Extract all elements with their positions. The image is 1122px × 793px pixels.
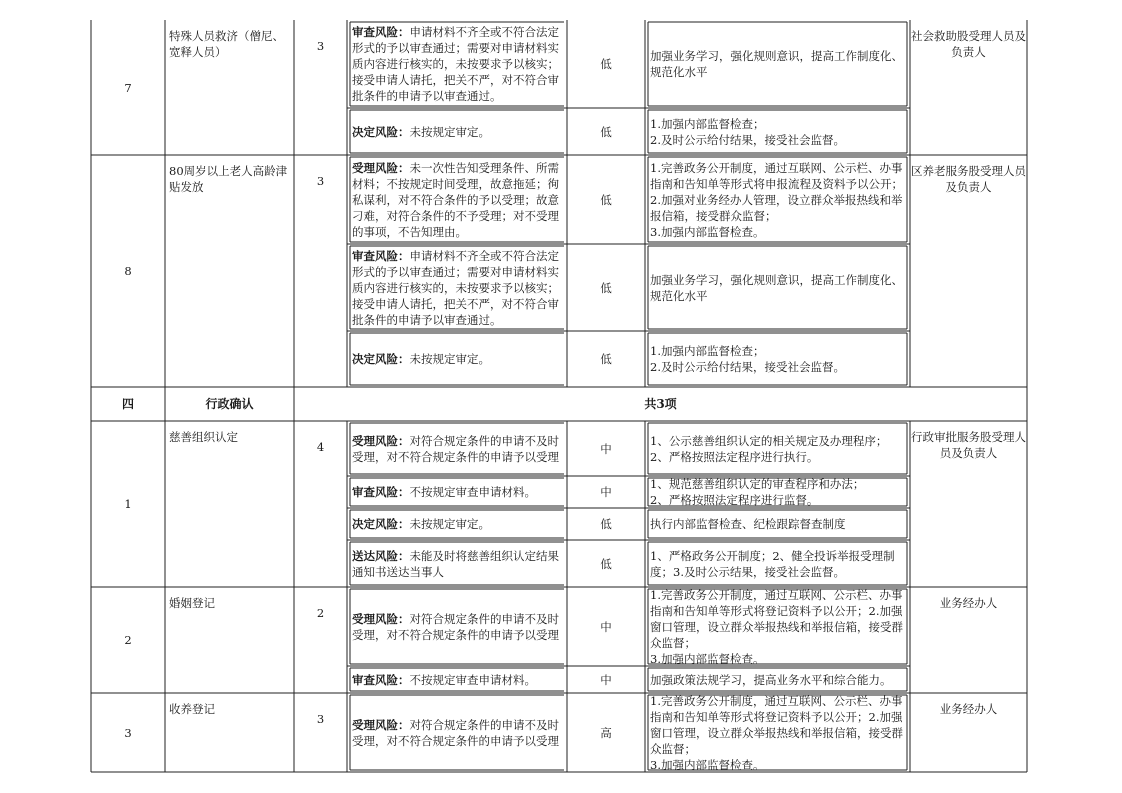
risk-level-text: 低 (600, 517, 612, 531)
risk-detail: 未按规定审定。 (409, 124, 490, 139)
risk-description (347, 540, 567, 587)
risk-count (294, 20, 347, 155)
risk-detail: 未按规定审定。 (409, 517, 490, 531)
risk-level (567, 331, 645, 387)
risk-text (352, 611, 562, 643)
risk-level (567, 476, 645, 508)
risk-description (347, 108, 567, 155)
risk-level-text: 中 (600, 441, 612, 456)
item-name-text: 80周岁以上老人高龄津贴发放 (169, 164, 288, 194)
risk-type-label: 决定风险： (352, 517, 410, 531)
prevention-measure-text: 1.完善政务公开制度，通过互联网、公示栏、办事指南和告知单等形式将登记资料予以公开；2.加强窗口管理，设立群众举报热线和举报信箱，接受群众监督； 3.加强内部监督检查。 (650, 587, 903, 666)
risk-description (347, 421, 567, 476)
risk-type-label: 审查风险： (352, 248, 410, 263)
item-name-text: 特殊人员救济（僧尼、宽释人员） (169, 29, 284, 59)
risk-text (352, 24, 562, 104)
responsible-person (910, 20, 1027, 155)
risk-text (352, 672, 562, 688)
prevention-measure-text: 加强业务学习，强化规则意识，提高工作制度化、规范化水平 (650, 49, 903, 79)
prevention-measure (645, 476, 910, 508)
risk-type-label: 审查风险： (352, 25, 410, 39)
risk-level-text: 高 (600, 725, 612, 740)
item-name (165, 20, 294, 155)
risk-level (567, 508, 645, 540)
prevention-measure-text: 1、规范慈善组织认定的审查程序和办法； 2、严格按照法定程序进行监督。 (650, 477, 865, 507)
risk-count-text: 3 (316, 174, 325, 188)
risk-count (294, 693, 347, 772)
item-number (91, 421, 165, 587)
risk-level-text: 中 (600, 619, 612, 634)
risk-level-text: 低 (600, 57, 612, 71)
section-total-text: 共3项 (644, 397, 677, 411)
section-total (294, 387, 1027, 421)
risk-detail: 未一次性告知受理条件、所需材料；不按规定时间受理，故意拖延；徇私谋利，对不符合条件的予以受理；故意刁难，对符合条件的不予受理；对不受理的事项，不告知理由。 (352, 160, 559, 239)
risk-text (352, 351, 562, 367)
risk-detail: 不按规定审查申请材料。 (409, 672, 536, 687)
risk-description (347, 155, 567, 244)
item-number-text: 7 (124, 80, 132, 95)
risk-count-text: 3 (316, 39, 325, 53)
risk-count-text: 4 (316, 440, 325, 454)
risk-description (347, 587, 567, 666)
prevention-measure-text: 1、严格政务公开制度；2、健全投诉举报受理制度；3.及时公示结果，接受社会监督。 (650, 548, 895, 579)
risk-type-label: 审查风险： (352, 485, 410, 499)
risk-level-text: 中 (600, 485, 612, 499)
responsible-person-text: 社会救助股受理人员及负责人 (911, 29, 1026, 59)
risk-detail: 对符合规定条件的申请不及时受理，对不符合规定条件的申请予以受理 (352, 433, 559, 464)
item-number (91, 587, 165, 693)
item-name (165, 587, 294, 693)
risk-count (294, 155, 347, 387)
item-number (91, 693, 165, 772)
prevention-measure-text: 1、公示慈善组织认定的相关规定及办理程序； 2、严格按照法定程序进行执行。 (650, 433, 888, 464)
risk-description (347, 508, 567, 540)
risk-type-label: 受理风险： (352, 611, 410, 626)
risk-text (352, 248, 562, 328)
responsible-person (910, 155, 1027, 387)
risk-level-text: 低 (600, 124, 612, 139)
risk-detail: 未按规定审定。 (409, 352, 490, 366)
prevention-measure (645, 108, 910, 155)
risk-description (347, 331, 567, 387)
prevention-measure-text: 执行内部监督检查、纪检跟踪督查制度 (650, 517, 846, 531)
item-name-text: 婚姻登记 (169, 596, 215, 610)
prevention-measure (645, 666, 910, 693)
risk-level-text: 低 (600, 280, 612, 295)
risk-count (294, 421, 347, 587)
risk-description (347, 693, 567, 772)
prevention-measure (645, 244, 910, 331)
prevention-measure-text: 1.完善政务公开制度，通过互联网、公示栏、办事指南和告知单等形式将申报流程及资料予以公开； 2.加强对业务经办人管理，设立群众举报热线和举报信箱，接受群众监督； 3.加强内部监督检查。 (650, 160, 903, 239)
risk-type-label: 受理风险： (352, 717, 410, 732)
risk-level (567, 666, 645, 693)
risk-type-label: 决定风险： (352, 124, 410, 139)
risk-level (567, 421, 645, 476)
risk-type-label: 审查风险： (352, 672, 410, 687)
risk-text (352, 548, 562, 580)
risk-detail: 申请材料不齐全或不符合法定形式的予以审查通过；需要对申请材料实质内容进行核实的，未按要求予以核实；接受申请人请托，把关不严，对不符合审批条件的申请予以审查通过。 (352, 25, 559, 103)
item-name (165, 155, 294, 387)
prevention-measure (645, 155, 910, 244)
risk-level (567, 155, 645, 244)
risk-level (567, 587, 645, 666)
prevention-measure-text: 加强政策法规学习，提高业务水平和综合能力。 (650, 672, 892, 687)
risk-description (347, 244, 567, 331)
risk-type-label: 决定风险： (352, 352, 410, 366)
prevention-measure (645, 421, 910, 476)
risk-text (352, 433, 562, 465)
section-number (91, 387, 165, 421)
prevention-measure-text: 1.加强内部监督检查； 2.及时公示给付结果，接受社会监督。 (650, 344, 845, 374)
prevention-measure (645, 508, 910, 540)
responsible-person-text: 行政审批服务股受理人员及负责人 (911, 430, 1026, 460)
item-number-text: 2 (124, 633, 132, 647)
risk-type-label: 送达风险： (352, 548, 410, 563)
item-number-text: 8 (124, 264, 132, 278)
item-name (165, 421, 294, 587)
risk-detail: 不按规定审查申请材料。 (409, 485, 536, 499)
risk-detail: 对符合规定条件的申请不及时受理，对不符合规定条件的申请予以受理 (352, 611, 559, 642)
risk-level (567, 20, 645, 108)
prevention-measure-text: 加强业务学习，强化规则意识，提高工作制度化、规范化水平 (650, 272, 903, 303)
item-number-text: 3 (124, 725, 132, 740)
item-name-text: 慈善组织认定 (169, 430, 238, 444)
risk-detail: 对符合规定条件的申请不及时受理，对不符合规定条件的申请予以受理 (352, 717, 559, 748)
risk-detail: 申请材料不齐全或不符合法定形式的予以审查通过；需要对申请材料实质内容进行核实的，未按要求予以核实；接受申请人请托，把关不严，对不符合审批条件的申请予以审查通过。 (352, 248, 559, 327)
item-name-text: 收养登记 (169, 702, 215, 716)
risk-type-label: 受理风险： (352, 433, 410, 448)
risk-text (352, 717, 562, 749)
risk-count (294, 587, 347, 693)
risk-text (352, 484, 562, 500)
risk-level (567, 244, 645, 331)
responsible-person-text: 业务经办人 (939, 596, 998, 610)
risk-level-text: 中 (600, 672, 612, 687)
prevention-measure (645, 693, 910, 772)
prevention-measure-text: 1.加强内部监督检查； 2.及时公示给付结果，接受社会监督。 (650, 116, 845, 147)
responsible-person-text: 业务经办人 (939, 702, 998, 716)
responsible-person (910, 587, 1027, 693)
risk-description (347, 476, 567, 508)
risk-level-text: 低 (600, 352, 612, 366)
section-name-text: 行政确认 (205, 397, 254, 411)
risk-text (352, 124, 562, 140)
risk-detail: 未能及时将慈善组织认定结果通知书送达当事人 (352, 548, 559, 579)
risk-description (347, 20, 567, 108)
risk-count-text: 3 (316, 712, 325, 726)
responsible-person (910, 421, 1027, 587)
item-number-text: 1 (124, 497, 132, 511)
risk-level-text: 低 (600, 192, 612, 207)
prevention-measure (645, 540, 910, 587)
responsible-person-text: 区养老服务股受理人员及负责人 (911, 164, 1026, 194)
risk-level (567, 693, 645, 772)
risk-level-text: 低 (600, 556, 612, 571)
item-name (165, 693, 294, 772)
risk-text (352, 516, 562, 532)
risk-description (347, 666, 567, 693)
prevention-measure (645, 20, 910, 108)
prevention-measure (645, 587, 910, 666)
prevention-measure-text: 1.完善政务公开制度，通过互联网、公示栏、办事指南和告知单等形式将登记资料予以公开；2.加强窗口管理，设立群众举报热线和举报信箱，接受群众监督； 3.加强内部监督检查。 (650, 693, 903, 772)
section-number-text: 四 (121, 397, 134, 411)
prevention-measure (645, 331, 910, 387)
risk-text (352, 160, 562, 240)
risk-level (567, 540, 645, 587)
risk-level (567, 108, 645, 155)
risk-count-text: 2 (316, 606, 325, 620)
section-name (165, 387, 294, 421)
risk-type-label: 受理风险： (352, 160, 410, 175)
responsible-person (910, 693, 1027, 772)
item-number (91, 155, 165, 387)
item-number (91, 20, 165, 155)
